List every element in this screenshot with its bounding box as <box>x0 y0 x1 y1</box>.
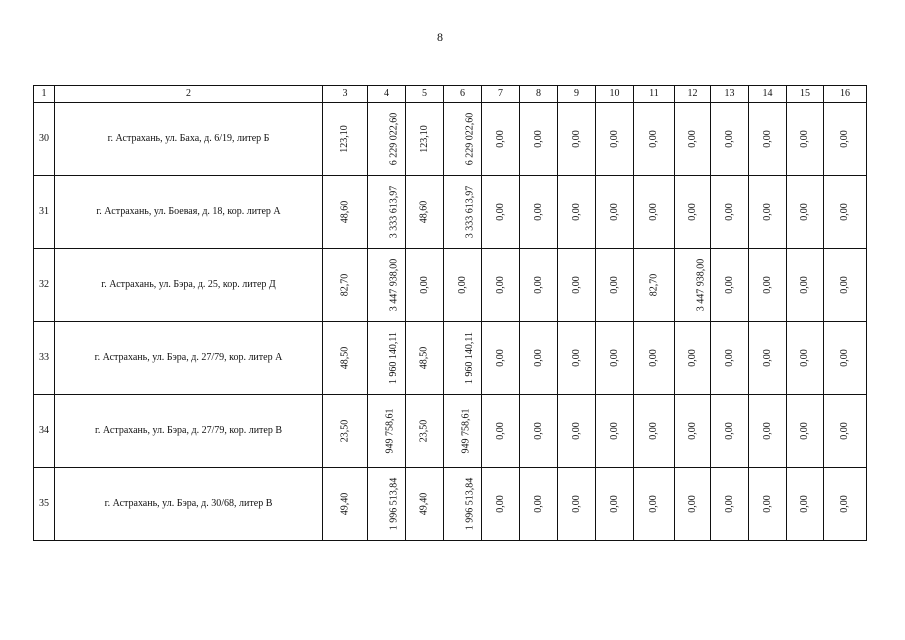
value-cell-14 <box>749 395 787 468</box>
value-cell-9 <box>558 322 596 395</box>
value-cell-8 <box>520 103 558 176</box>
value-text: 3 447 938,00 <box>388 258 400 312</box>
value-cell-10 <box>596 176 634 249</box>
column-header: 11 <box>634 86 675 103</box>
row-number-cell: 32 <box>34 249 55 322</box>
value-text: 48,50 <box>339 346 350 370</box>
value-text: 1 960 140,11 <box>388 331 400 385</box>
value-cell-4 <box>368 468 406 541</box>
table-row <box>34 249 867 322</box>
value-cell-13 <box>711 395 749 468</box>
value-text: 0,00 <box>839 203 850 221</box>
value-text: 0,00 <box>799 422 810 440</box>
value-cell-7 <box>482 468 520 541</box>
value-cell-11 <box>634 103 675 176</box>
value-text: 0,00 <box>494 130 506 148</box>
address-cell: г. Астрахань, ул. Бэра, д. 27/79, кор. литер А <box>55 322 323 395</box>
value-text: 0,00 <box>723 203 735 221</box>
value-cell-7 <box>482 395 520 468</box>
value-cell-8 <box>520 176 558 249</box>
table-row <box>34 395 867 468</box>
value-text: 0,00 <box>648 495 659 513</box>
value-text: 48,60 <box>418 200 430 224</box>
value-text: 0,00 <box>494 422 506 440</box>
value-text: 949 758,61 <box>460 408 472 454</box>
value-cell-7 <box>482 322 520 395</box>
value-text: 0,00 <box>761 276 773 294</box>
value-cell-4 <box>368 103 406 176</box>
value-text: 6 229 022,60 <box>464 112 476 166</box>
value-text: 82,70 <box>648 273 659 297</box>
value-text: 0,00 <box>686 130 698 148</box>
value-text: 0,00 <box>799 495 810 513</box>
value-cell-3 <box>323 176 368 249</box>
value-text: 48,60 <box>339 200 350 224</box>
value-text: 0,00 <box>648 203 659 221</box>
value-text: 0,00 <box>418 276 430 294</box>
value-cell-6 <box>444 103 482 176</box>
value-text: 0,00 <box>570 495 582 513</box>
value-text: 0,00 <box>608 422 620 440</box>
value-text: 0,00 <box>494 495 506 513</box>
value-cell-14 <box>749 103 787 176</box>
value-text: 0,00 <box>686 203 698 221</box>
value-text: 0,00 <box>839 495 850 513</box>
value-cell-3 <box>323 468 368 541</box>
value-cell-15 <box>787 468 824 541</box>
value-text: 0,00 <box>494 349 506 367</box>
table-row <box>34 103 867 176</box>
value-cell-3 <box>323 322 368 395</box>
value-cell-15 <box>787 249 824 322</box>
value-text: 0,00 <box>532 130 544 148</box>
value-text: 0,00 <box>532 422 544 440</box>
value-cell-6 <box>444 322 482 395</box>
column-header: 12 <box>675 86 711 103</box>
value-cell-15 <box>787 103 824 176</box>
value-cell-14 <box>749 176 787 249</box>
value-cell-5 <box>406 322 444 395</box>
value-cell-4 <box>368 249 406 322</box>
value-cell-14 <box>749 468 787 541</box>
column-header: 7 <box>482 86 520 103</box>
value-cell-8 <box>520 395 558 468</box>
value-cell-6 <box>444 395 482 468</box>
column-header: 2 <box>55 86 323 103</box>
value-text: 0,00 <box>799 276 810 294</box>
address-cell: г. Астрахань, ул. Баха, д. 6/19, литер Б <box>55 103 323 176</box>
row-number-cell: 34 <box>34 395 55 468</box>
row-number-cell: 31 <box>34 176 55 249</box>
address-cell: г. Астрахань, ул. Бэра, д. 30/68, литер В <box>55 468 323 541</box>
value-cell-11 <box>634 176 675 249</box>
value-cell-10 <box>596 468 634 541</box>
value-text: 49,40 <box>418 492 430 516</box>
value-text: 0,00 <box>799 203 810 221</box>
row-number-cell: 35 <box>34 468 55 541</box>
value-cell-10 <box>596 322 634 395</box>
value-cell-5 <box>406 249 444 322</box>
value-text: 0,00 <box>532 276 544 294</box>
value-text: 49,40 <box>339 492 350 516</box>
value-cell-6 <box>444 468 482 541</box>
value-text: 0,00 <box>761 130 773 148</box>
value-cell-11 <box>634 395 675 468</box>
value-text: 0,00 <box>608 349 620 367</box>
value-text: 0,00 <box>648 130 659 148</box>
value-text: 0,00 <box>648 349 659 367</box>
value-cell-3 <box>323 395 368 468</box>
value-cell-7 <box>482 176 520 249</box>
value-text: 0,00 <box>648 422 659 440</box>
value-cell-10 <box>596 395 634 468</box>
value-text: 0,00 <box>494 276 506 294</box>
value-cell-14 <box>749 249 787 322</box>
value-text: 0,00 <box>570 203 582 221</box>
value-cell-4 <box>368 176 406 249</box>
value-cell-5 <box>406 176 444 249</box>
value-cell-16 <box>824 103 867 176</box>
value-cell-13 <box>711 176 749 249</box>
value-cell-7 <box>482 103 520 176</box>
value-cell-8 <box>520 322 558 395</box>
value-text: 0,00 <box>532 349 544 367</box>
value-text: 0,00 <box>608 495 620 513</box>
value-cell-12 <box>675 176 711 249</box>
value-text: 0,00 <box>494 203 506 221</box>
value-cell-16 <box>824 176 867 249</box>
value-text: 0,00 <box>532 203 544 221</box>
value-cell-3 <box>323 249 368 322</box>
value-cell-7 <box>482 249 520 322</box>
column-header: 4 <box>368 86 406 103</box>
column-header: 3 <box>323 86 368 103</box>
value-cell-9 <box>558 395 596 468</box>
column-header: 6 <box>444 86 482 103</box>
value-text: 0,00 <box>761 495 773 513</box>
address-cell: г. Астрахань, ул. Бэра, д. 25, кор. литер Д <box>55 249 323 322</box>
table-body <box>34 86 867 541</box>
value-text: 1 996 513,84 <box>464 477 476 531</box>
value-cell-11 <box>634 468 675 541</box>
table-row <box>34 176 867 249</box>
column-number-header-row <box>34 86 867 103</box>
value-text: 0,00 <box>839 349 850 367</box>
page-number: 8 <box>437 30 443 44</box>
value-text: 0,00 <box>761 349 773 367</box>
column-header: 1 <box>34 86 55 103</box>
value-text: 48,50 <box>418 346 430 370</box>
value-cell-12 <box>675 103 711 176</box>
value-cell-5 <box>406 468 444 541</box>
value-text: 0,00 <box>723 276 735 294</box>
value-cell-4 <box>368 395 406 468</box>
column-header: 16 <box>824 86 867 103</box>
value-cell-14 <box>749 322 787 395</box>
value-text: 0,00 <box>723 130 735 148</box>
value-cell-15 <box>787 395 824 468</box>
value-text: 0,00 <box>570 130 582 148</box>
value-text: 0,00 <box>799 130 810 148</box>
table-row <box>34 322 867 395</box>
value-cell-6 <box>444 249 482 322</box>
value-cell-5 <box>406 395 444 468</box>
value-text: 0,00 <box>839 422 850 440</box>
value-text: 0,00 <box>532 495 544 513</box>
value-text: 0,00 <box>799 349 810 367</box>
value-cell-8 <box>520 249 558 322</box>
value-cell-10 <box>596 103 634 176</box>
value-text: 23,50 <box>339 419 350 443</box>
row-number-cell: 30 <box>34 103 55 176</box>
value-text: 0,00 <box>723 495 735 513</box>
value-cell-12 <box>675 468 711 541</box>
value-cell-16 <box>824 468 867 541</box>
value-text: 0,00 <box>608 130 620 148</box>
value-text: 123,10 <box>418 125 430 153</box>
value-cell-12 <box>675 249 711 322</box>
value-cell-9 <box>558 249 596 322</box>
value-cell-12 <box>675 395 711 468</box>
value-cell-16 <box>824 249 867 322</box>
value-text: 0,00 <box>761 203 773 221</box>
column-header: 15 <box>787 86 824 103</box>
value-cell-3 <box>323 103 368 176</box>
column-header: 14 <box>749 86 787 103</box>
value-text: 0,00 <box>570 422 582 440</box>
value-cell-9 <box>558 103 596 176</box>
value-text: 0,00 <box>686 349 698 367</box>
value-text: 23,50 <box>418 419 430 443</box>
value-text: 0,00 <box>839 130 850 148</box>
value-text: 0,00 <box>839 276 850 294</box>
value-text: 0,00 <box>686 422 698 440</box>
value-text: 0,00 <box>723 349 735 367</box>
value-cell-9 <box>558 176 596 249</box>
row-number-cell: 33 <box>34 322 55 395</box>
value-cell-10 <box>596 249 634 322</box>
property-register-table <box>33 85 867 541</box>
value-cell-9 <box>558 468 596 541</box>
table-row <box>34 468 867 541</box>
value-text: 0,00 <box>570 349 582 367</box>
value-text: 0,00 <box>686 495 698 513</box>
value-text: 3 333 613,97 <box>464 185 476 239</box>
value-cell-8 <box>520 468 558 541</box>
value-text: 1 996 513,84 <box>388 477 400 531</box>
value-cell-13 <box>711 322 749 395</box>
value-text: 82,70 <box>339 273 350 297</box>
value-text: 0,00 <box>456 276 468 294</box>
value-cell-5 <box>406 103 444 176</box>
value-cell-15 <box>787 322 824 395</box>
value-text: 0,00 <box>608 203 620 221</box>
column-header: 8 <box>520 86 558 103</box>
column-header: 9 <box>558 86 596 103</box>
value-text: 0,00 <box>570 276 582 294</box>
value-cell-13 <box>711 103 749 176</box>
value-cell-12 <box>675 322 711 395</box>
column-header: 13 <box>711 86 749 103</box>
value-text: 6 229 022,60 <box>388 112 400 166</box>
value-cell-4 <box>368 322 406 395</box>
value-cell-13 <box>711 249 749 322</box>
value-text: 3 333 613,97 <box>388 185 400 239</box>
value-text: 949 758,61 <box>384 408 396 454</box>
value-text: 3 447 938,00 <box>695 258 707 312</box>
column-header: 5 <box>406 86 444 103</box>
value-cell-11 <box>634 249 675 322</box>
value-cell-15 <box>787 176 824 249</box>
column-header: 10 <box>596 86 634 103</box>
value-text: 0,00 <box>723 422 735 440</box>
value-cell-11 <box>634 322 675 395</box>
value-cell-6 <box>444 176 482 249</box>
value-cell-16 <box>824 322 867 395</box>
value-cell-16 <box>824 395 867 468</box>
value-text: 123,10 <box>339 125 350 153</box>
value-cell-13 <box>711 468 749 541</box>
value-text: 0,00 <box>608 276 620 294</box>
address-cell: г. Астрахань, ул. Боевая, д. 18, кор. литер А <box>55 176 323 249</box>
value-text: 1 960 140,11 <box>464 331 476 385</box>
value-text: 0,00 <box>761 422 773 440</box>
address-cell: г. Астрахань, ул. Бэра, д. 27/79, кор. литер В <box>55 395 323 468</box>
